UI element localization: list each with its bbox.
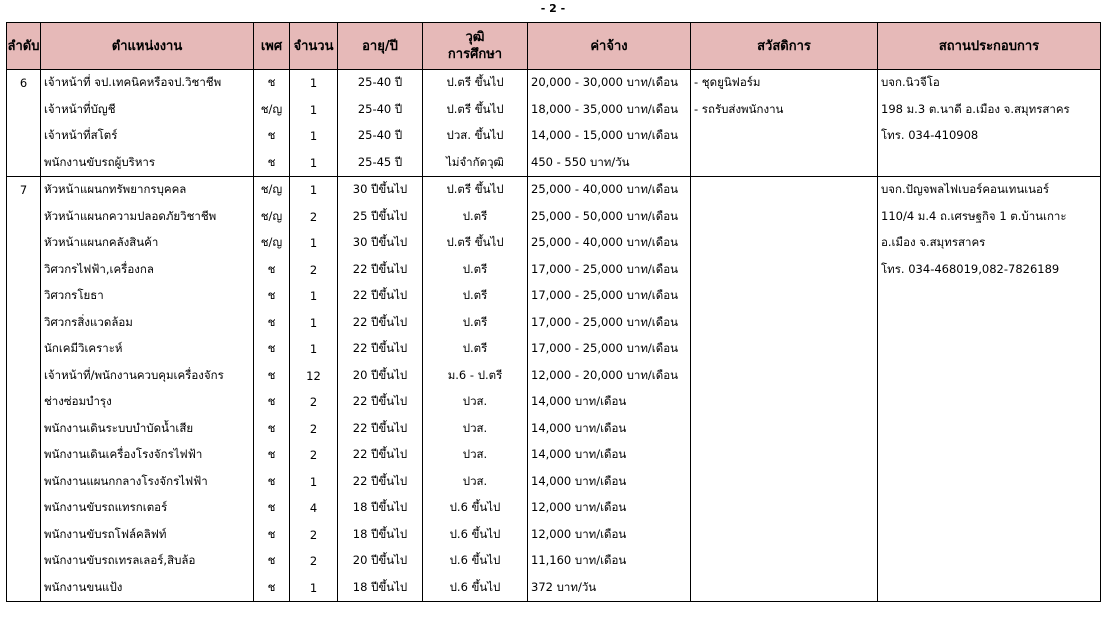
cell-welfare xyxy=(691,257,878,284)
cell-education: ไม่จำกัดวุฒิ xyxy=(423,150,528,177)
cell-education: ป.ตรี xyxy=(423,257,528,284)
cell-wage: 18,000 - 35,000 บาท/เดือน xyxy=(528,97,691,124)
cell-welfare xyxy=(691,310,878,337)
cell-gender: ช xyxy=(254,548,290,575)
cell-position: หัวหน้าแผนกคลังสินค้า xyxy=(41,230,254,257)
table-body xyxy=(7,70,1101,602)
cell-age: 22 ปีขึ้นไป xyxy=(338,389,423,416)
cell-workplace: โทร. 034-410908 xyxy=(878,123,1101,150)
table-row xyxy=(7,97,1101,124)
cell-education: ปวส. xyxy=(423,389,528,416)
cell-wage: 12,000 - 20,000 บาท/เดือน xyxy=(528,363,691,390)
cell-no: 6 xyxy=(7,70,41,97)
cell-count: 1 xyxy=(290,310,338,337)
header-wage: ค่าจ้าง xyxy=(528,23,691,70)
cell-count: 4 xyxy=(290,495,338,522)
cell-count: 1 xyxy=(290,177,338,204)
header-count: จำนวน xyxy=(290,23,338,70)
cell-welfare xyxy=(691,336,878,363)
cell-no xyxy=(7,230,41,257)
cell-workplace: โทร. 034-468019,082-7826189 xyxy=(878,257,1101,284)
cell-position: พนักงานขับรถเทรลเลอร์,สิบล้อ xyxy=(41,548,254,575)
header-position: ตำแหน่งงาน xyxy=(41,23,254,70)
cell-workplace xyxy=(878,389,1101,416)
table-row xyxy=(7,230,1101,257)
cell-workplace xyxy=(878,150,1101,177)
cell-education: ป.ตรี ขึ้นไป xyxy=(423,177,528,204)
cell-count: 1 xyxy=(290,123,338,150)
cell-no xyxy=(7,469,41,496)
cell-count: 2 xyxy=(290,522,338,549)
cell-age: 18 ปีขึ้นไป xyxy=(338,522,423,549)
table-row xyxy=(7,495,1101,522)
table-row xyxy=(7,310,1101,337)
cell-education: ป.ตรี xyxy=(423,336,528,363)
cell-education: ป.ตรี ขึ้นไป xyxy=(423,97,528,124)
cell-wage: 14,000 - 15,000 บาท/เดือน xyxy=(528,123,691,150)
cell-gender: ช xyxy=(254,363,290,390)
cell-gender: ช xyxy=(254,257,290,284)
cell-no xyxy=(7,97,41,124)
cell-age: 25-45 ปี xyxy=(338,150,423,177)
cell-welfare xyxy=(691,177,878,204)
cell-position: เจ้าหน้าที่บัญชี xyxy=(41,97,254,124)
cell-workplace xyxy=(878,336,1101,363)
cell-education: ป.ตรี xyxy=(423,310,528,337)
cell-age: 22 ปีขึ้นไป xyxy=(338,416,423,443)
cell-age: 20 ปีขึ้นไป xyxy=(338,363,423,390)
cell-workplace: บจก.ปัญจพลไฟเบอร์คอนเทนเนอร์ xyxy=(878,177,1101,204)
table-row xyxy=(7,416,1101,443)
header-age: อายุ/ปี xyxy=(338,23,423,70)
cell-position: พนักงานแผนกกลางโรงจักรไฟฟ้า xyxy=(41,469,254,496)
table-row xyxy=(7,363,1101,390)
cell-education: ปวส. xyxy=(423,469,528,496)
cell-welfare: - ชุดยูนิฟอร์ม xyxy=(691,70,878,97)
table-row xyxy=(7,442,1101,469)
cell-welfare xyxy=(691,548,878,575)
cell-gender: ช/ญ xyxy=(254,177,290,204)
cell-gender: ช xyxy=(254,70,290,97)
cell-no xyxy=(7,257,41,284)
cell-age: 22 ปีขึ้นไป xyxy=(338,283,423,310)
table-row xyxy=(7,469,1101,496)
table-row xyxy=(7,389,1101,416)
cell-gender: ช xyxy=(254,123,290,150)
cell-wage: 450 - 550 บาท/วัน xyxy=(528,150,691,177)
cell-age: 25-40 ปี xyxy=(338,97,423,124)
table-row xyxy=(7,150,1101,177)
cell-no xyxy=(7,416,41,443)
cell-welfare xyxy=(691,204,878,231)
cell-wage: 25,000 - 40,000 บาท/เดือน xyxy=(528,177,691,204)
cell-welfare xyxy=(691,416,878,443)
cell-count: 1 xyxy=(290,469,338,496)
cell-education: ปวส. xyxy=(423,442,528,469)
cell-wage: 17,000 - 25,000 บาท/เดือน xyxy=(528,283,691,310)
cell-education: ป.ตรี ขึ้นไป xyxy=(423,230,528,257)
cell-gender: ช/ญ xyxy=(254,230,290,257)
cell-wage: 20,000 - 30,000 บาท/เดือน xyxy=(528,70,691,97)
cell-no xyxy=(7,336,41,363)
header-education xyxy=(423,23,528,70)
header-gender: เพศ xyxy=(254,23,290,70)
cell-wage: 12,000 บาท/เดือน xyxy=(528,522,691,549)
cell-welfare xyxy=(691,389,878,416)
cell-position: นักเคมีวิเคราะห์ xyxy=(41,336,254,363)
cell-position: วิศวกรสิ่งแวดล้อม xyxy=(41,310,254,337)
cell-position: พนักงานเดินระบบบำบัดน้ำเสีย xyxy=(41,416,254,443)
header-row xyxy=(7,23,1101,70)
cell-position: พนักงานขับรถผู้บริหาร xyxy=(41,150,254,177)
cell-gender: ช/ญ xyxy=(254,97,290,124)
header-workplace: สถานประกอบการ xyxy=(878,23,1101,70)
cell-age: 18 ปีขึ้นไป xyxy=(338,495,423,522)
cell-count: 12 xyxy=(290,363,338,390)
cell-workplace xyxy=(878,416,1101,443)
cell-position: ช่างซ่อมบำรุง xyxy=(41,389,254,416)
cell-education: ป.6 ขึ้นไป xyxy=(423,522,528,549)
cell-count: 2 xyxy=(290,416,338,443)
cell-welfare xyxy=(691,442,878,469)
table-row xyxy=(7,548,1101,575)
cell-wage: 12,000 บาท/เดือน xyxy=(528,495,691,522)
table-row xyxy=(7,336,1101,363)
page-number: - 2 - xyxy=(540,2,566,15)
cell-position: วิศวกรโยธา xyxy=(41,283,254,310)
cell-no xyxy=(7,310,41,337)
cell-welfare xyxy=(691,575,878,602)
cell-welfare xyxy=(691,150,878,177)
cell-welfare xyxy=(691,522,878,549)
header-education-line1: วุฒิ xyxy=(465,30,485,45)
table-row xyxy=(7,177,1101,204)
cell-wage: 17,000 - 25,000 บาท/เดือน xyxy=(528,336,691,363)
cell-welfare xyxy=(691,230,878,257)
cell-no xyxy=(7,495,41,522)
cell-workplace xyxy=(878,363,1101,390)
cell-position: หัวหน้าแผนกความปลอดภัยวิชาชีพ xyxy=(41,204,254,231)
cell-education: ป.6 ขึ้นไป xyxy=(423,575,528,602)
header-welfare: สวัสดิการ xyxy=(691,23,878,70)
cell-education: ปวส. xyxy=(423,416,528,443)
table-row xyxy=(7,204,1101,231)
cell-age: 22 ปีขึ้นไป xyxy=(338,336,423,363)
cell-position: พนักงานขับรถแทรกเตอร์ xyxy=(41,495,254,522)
cell-position: หัวหน้าแผนกทรัพยากรบุคคล xyxy=(41,177,254,204)
table-row xyxy=(7,257,1101,284)
cell-workplace: อ.เมือง จ.สมุทรสาคร xyxy=(878,230,1101,257)
cell-welfare xyxy=(691,123,878,150)
table-row xyxy=(7,283,1101,310)
cell-position: พนักงานขนแป้ง xyxy=(41,575,254,602)
cell-no xyxy=(7,442,41,469)
cell-workplace xyxy=(878,283,1101,310)
cell-education: ปวส. ขึ้นไป xyxy=(423,123,528,150)
cell-position: เจ้าหน้าที่/พนักงานควบคุมเครื่องจักร xyxy=(41,363,254,390)
cell-workplace xyxy=(878,469,1101,496)
cell-position: เจ้าหน้าที่สโตร์ xyxy=(41,123,254,150)
job-listing-table xyxy=(6,22,1101,602)
cell-age: 22 ปีขึ้นไป xyxy=(338,442,423,469)
cell-count: 1 xyxy=(290,575,338,602)
cell-workplace: 198 ม.3 ต.นาดี อ.เมือง จ.สมุทรสาคร xyxy=(878,97,1101,124)
cell-no: 7 xyxy=(7,177,41,204)
cell-wage: 25,000 - 50,000 บาท/เดือน xyxy=(528,204,691,231)
cell-count: 1 xyxy=(290,283,338,310)
cell-position: วิศวกรไฟฟ้า,เครื่องกล xyxy=(41,257,254,284)
cell-gender: ช xyxy=(254,522,290,549)
table-row xyxy=(7,522,1101,549)
cell-education: ม.6 - ป.ตรี xyxy=(423,363,528,390)
cell-gender: ช xyxy=(254,495,290,522)
cell-wage: 14,000 บาท/เดือน xyxy=(528,442,691,469)
cell-welfare xyxy=(691,363,878,390)
cell-no xyxy=(7,283,41,310)
cell-count: 1 xyxy=(290,70,338,97)
cell-no xyxy=(7,389,41,416)
cell-count: 2 xyxy=(290,204,338,231)
table-row xyxy=(7,123,1101,150)
cell-welfare xyxy=(691,283,878,310)
cell-age: 30 ปีขึ้นไป xyxy=(338,177,423,204)
cell-no xyxy=(7,123,41,150)
cell-age: 25 ปีขึ้นไป xyxy=(338,204,423,231)
cell-education: ป.6 ขึ้นไป xyxy=(423,548,528,575)
cell-education: ป.6 ขึ้นไป xyxy=(423,495,528,522)
cell-wage: 17,000 - 25,000 บาท/เดือน xyxy=(528,257,691,284)
cell-wage: 14,000 บาท/เดือน xyxy=(528,469,691,496)
cell-count: 2 xyxy=(290,548,338,575)
cell-count: 1 xyxy=(290,336,338,363)
cell-position: เจ้าหน้าที่ จป.เทคนิคหรือจป.วิชาชีพ xyxy=(41,70,254,97)
cell-age: 25-40 ปี xyxy=(338,70,423,97)
cell-age: 25-40 ปี xyxy=(338,123,423,150)
cell-no xyxy=(7,548,41,575)
cell-wage: 17,000 - 25,000 บาท/เดือน xyxy=(528,310,691,337)
cell-no xyxy=(7,363,41,390)
cell-no xyxy=(7,522,41,549)
table-row xyxy=(7,575,1101,602)
cell-no xyxy=(7,150,41,177)
cell-age: 30 ปีขึ้นไป xyxy=(338,230,423,257)
cell-wage: 14,000 บาท/เดือน xyxy=(528,416,691,443)
cell-age: 22 ปีขึ้นไป xyxy=(338,310,423,337)
cell-count: 1 xyxy=(290,150,338,177)
cell-count: 2 xyxy=(290,389,338,416)
cell-education: ป.ตรี xyxy=(423,283,528,310)
cell-gender: ช/ญ xyxy=(254,204,290,231)
cell-age: 20 ปีขึ้นไป xyxy=(338,548,423,575)
cell-count: 1 xyxy=(290,97,338,124)
cell-gender: ช xyxy=(254,336,290,363)
cell-workplace xyxy=(878,575,1101,602)
cell-welfare xyxy=(691,495,878,522)
cell-workplace xyxy=(878,522,1101,549)
header-education-line2: การศึกษา xyxy=(447,47,503,62)
cell-gender: ช xyxy=(254,442,290,469)
cell-gender: ช xyxy=(254,150,290,177)
cell-age: 22 ปีขึ้นไป xyxy=(338,257,423,284)
cell-age: 18 ปีขึ้นไป xyxy=(338,575,423,602)
cell-position: พนักงานขับรถโฟล์คลิฟท์ xyxy=(41,522,254,549)
cell-age: 22 ปีขึ้นไป xyxy=(338,469,423,496)
cell-workplace xyxy=(878,442,1101,469)
cell-welfare xyxy=(691,469,878,496)
cell-wage: 25,000 - 40,000 บาท/เดือน xyxy=(528,230,691,257)
cell-education: ป.ตรี ขึ้นไป xyxy=(423,70,528,97)
header-no: ลำดับ xyxy=(7,23,41,70)
cell-workplace xyxy=(878,548,1101,575)
cell-gender: ช xyxy=(254,469,290,496)
cell-count: 2 xyxy=(290,257,338,284)
cell-workplace: 110/4 ม.4 ถ.เศรษฐกิจ 1 ต.บ้านเกาะ xyxy=(878,204,1101,231)
cell-wage: 11,160 บาท/เดือน xyxy=(528,548,691,575)
cell-gender: ช xyxy=(254,575,290,602)
cell-workplace xyxy=(878,495,1101,522)
cell-gender: ช xyxy=(254,310,290,337)
cell-position: พนักงานเดินเครื่องโรงจักรไฟฟ้า xyxy=(41,442,254,469)
cell-welfare: - รถรับส่งพนักงาน xyxy=(691,97,878,124)
cell-no xyxy=(7,204,41,231)
cell-count: 2 xyxy=(290,442,338,469)
cell-workplace xyxy=(878,310,1101,337)
cell-workplace: บจก.นิวจีโอ xyxy=(878,70,1101,97)
cell-wage: 14,000 บาท/เดือน xyxy=(528,389,691,416)
cell-education: ป.ตรี xyxy=(423,204,528,231)
cell-gender: ช xyxy=(254,416,290,443)
table-row xyxy=(7,70,1101,97)
cell-wage: 372 บาท/วัน xyxy=(528,575,691,602)
cell-count: 1 xyxy=(290,230,338,257)
cell-gender: ช xyxy=(254,389,290,416)
cell-no xyxy=(7,575,41,602)
cell-gender: ช xyxy=(254,283,290,310)
